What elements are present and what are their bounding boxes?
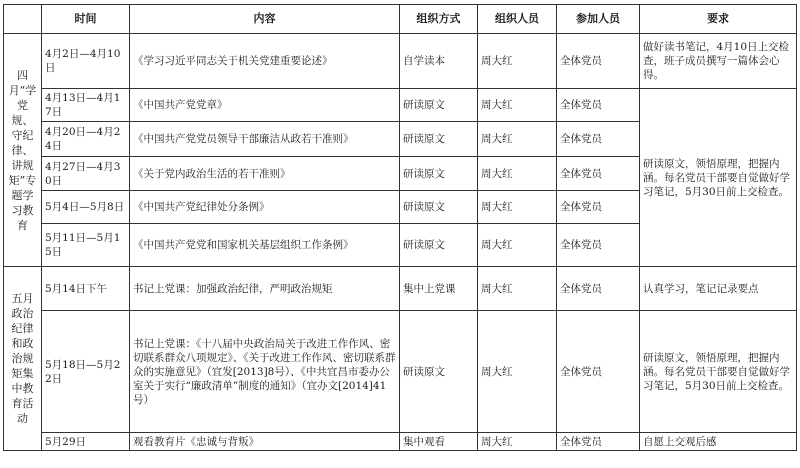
row-organizer: 周大红	[478, 89, 557, 122]
row-time: 4月20日—4月24日	[42, 122, 130, 157]
row-content: 《中国共产党党章》	[130, 89, 400, 122]
row-organizer: 周大红	[478, 433, 557, 451]
row-time: 4月13日—4月17日	[42, 89, 130, 122]
row-time: 4月27日—4月30日	[42, 157, 130, 191]
row-organizer: 周大红	[478, 122, 557, 157]
row-requirement: 做好读书笔记，4月10日上交检查，班子成员撰写一篇体会心得。	[640, 34, 797, 89]
group-may-label: 五月政治纪律和政治规矩集中教育活动	[4, 267, 42, 451]
row-participants: 全体党员	[557, 311, 640, 433]
header-requirement: 要求	[640, 5, 797, 34]
row-requirement: 自愿上交观后感	[640, 433, 797, 451]
row-participants: 全体党员	[557, 191, 640, 224]
header-method: 组织方式	[400, 5, 478, 34]
group-april-label: 四月“学党规、守纪律、讲规矩”专题学习教育	[4, 34, 42, 267]
row-participants: 全体党员	[557, 157, 640, 191]
row-content: 书记上党课：加强政治纪律，严明政治规矩	[130, 267, 400, 311]
row-time: 5月11日—5月15日	[42, 224, 130, 267]
row-content: 书记上党课：《十八届中央政治局关于改进工作作风、密切联系群众八项规定》、《关于改进工作作风、密切联系群众的实施意见》（宜发[2013]8号）、《中共宜昌市委办公室关于实行“廉政清单”制度的通知》（宜办文[2014]41号）	[130, 311, 400, 433]
table-row	[4, 311, 797, 433]
row-content: 《中国共产党纪律处分条例》	[130, 191, 400, 224]
row-participants: 全体党员	[557, 122, 640, 157]
row-content: 《中国共产党党和国家机关基层组织工作条例》	[130, 224, 400, 267]
row-organizer: 周大红	[478, 191, 557, 224]
row-requirement: 认真学习，笔记记录要点	[640, 267, 797, 311]
study-schedule-table	[3, 4, 797, 451]
merged-requirement: 研读原文，领悟原理，把握内涵。每名党员干部要自觉做好学习笔记，5月30日前上交检查。	[640, 89, 797, 267]
table-row	[4, 267, 797, 311]
row-method: 研读原文	[400, 122, 478, 157]
row-requirement: 研读原文，领悟原理，把握内涵。每名党员干部要自觉做好学习笔记，5月30日前上交检查。	[640, 311, 797, 433]
row-time: 5月14日下午	[42, 267, 130, 311]
row-participants: 全体党员	[557, 89, 640, 122]
row-organizer: 周大红	[478, 267, 557, 311]
row-participants: 全体党员	[557, 267, 640, 311]
row-method: 研读原文	[400, 89, 478, 122]
row-method: 研读原文	[400, 157, 478, 191]
row-time: 5月29日	[42, 433, 130, 451]
header-time: 时间	[42, 5, 130, 34]
row-method: 集中上党课	[400, 267, 478, 311]
row-organizer: 周大红	[478, 34, 557, 89]
header-organizer: 组织人员	[478, 5, 557, 34]
table-row	[4, 34, 797, 89]
row-participants: 全体党员	[557, 224, 640, 267]
row-method: 研读原文	[400, 224, 478, 267]
header-group	[4, 5, 42, 34]
row-content: 观看教育片《忠诚与背叛》	[130, 433, 400, 451]
row-participants: 全体党员	[557, 433, 640, 451]
header-row	[4, 5, 797, 34]
row-organizer: 周大红	[478, 157, 557, 191]
row-time: 5月4日—5月8日	[42, 191, 130, 224]
table-row	[4, 433, 797, 451]
row-method: 自学读本	[400, 34, 478, 89]
row-method: 研读原文	[400, 311, 478, 433]
header-content: 内容	[130, 5, 400, 34]
row-time: 5月18日—5月22日	[42, 311, 130, 433]
row-organizer: 周大红	[478, 311, 557, 433]
row-organizer: 周大红	[478, 224, 557, 267]
row-content: 《中国共产党党员领导干部廉洁从政若干准则》	[130, 122, 400, 157]
row-time: 4月2日—4月10日	[42, 34, 130, 89]
row-participants: 全体党员	[557, 34, 640, 89]
row-content: 《关于党内政治生活的若干准则》	[130, 157, 400, 191]
row-method: 集中观看	[400, 433, 478, 451]
table-row	[4, 89, 797, 122]
header-participants: 参加人员	[557, 5, 640, 34]
study-schedule-document	[3, 4, 797, 451]
row-method: 研读原文	[400, 191, 478, 224]
row-content: 《学习习近平同志关于机关党建重要论述》	[130, 34, 400, 89]
